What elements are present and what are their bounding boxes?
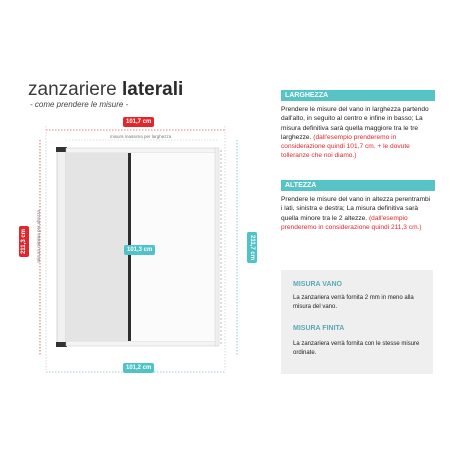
- top-inner-label: misura massima per larghezza: [110, 134, 172, 139]
- altezza-example: (dall'esempio prenderemo in considerazione quindi 211,3 cm.): [281, 214, 422, 231]
- larghezza-example: (dall'esempio prenderemo in considerazione quindi 101,7 cm. + le dovute tolleranze che noi diamo.): [281, 133, 410, 160]
- right-measure-badge: 211,7 cm: [247, 232, 257, 263]
- bottom-measure-badge: 101,2 cm: [123, 363, 154, 373]
- title-light: zanzariere: [28, 79, 117, 100]
- info-box: [281, 270, 433, 374]
- left-measure-badge: 211,3 cm: [19, 226, 29, 257]
- misura-finita-text: La zanzariera verrà fornita con le stesse misure ordinate.: [293, 341, 420, 356]
- altezza-text: [281, 195, 431, 232]
- misura-vano-heading: MISURA VANO: [293, 281, 342, 288]
- top-measure-badge: 101,7 cm: [123, 117, 154, 127]
- page-subtitle: - come prendere le misure -: [30, 100, 129, 109]
- misura-vano-text: La zanzariera verrà fornita 2 mm in meno alla misura del vano.: [293, 295, 414, 310]
- left-inner-label: misura minima per altezza: [36, 210, 41, 263]
- larghezza-description: Prendere le misure del vano in larghezza partendo dall'alto, in seguito al centro e infine in basso; La misura definitiva sarà quella maggiore tra le tre larghezze.: [281, 106, 429, 141]
- misura-finita-heading: MISURA FINITA: [293, 325, 345, 332]
- larghezza-heading: LARGHEZZA: [281, 90, 435, 101]
- larghezza-text: [281, 105, 431, 161]
- altezza-description: Prendere le misure del vano in altezza perentrambi i lati, sinistra e destra; La misura definitiva sarà quella minore tra le 2 altezze.: [281, 196, 431, 222]
- middle-measure-badge: 101,3 cm: [124, 245, 155, 255]
- altezza-heading: ALTEZZA: [281, 180, 435, 191]
- title-bold: laterali: [122, 79, 184, 100]
